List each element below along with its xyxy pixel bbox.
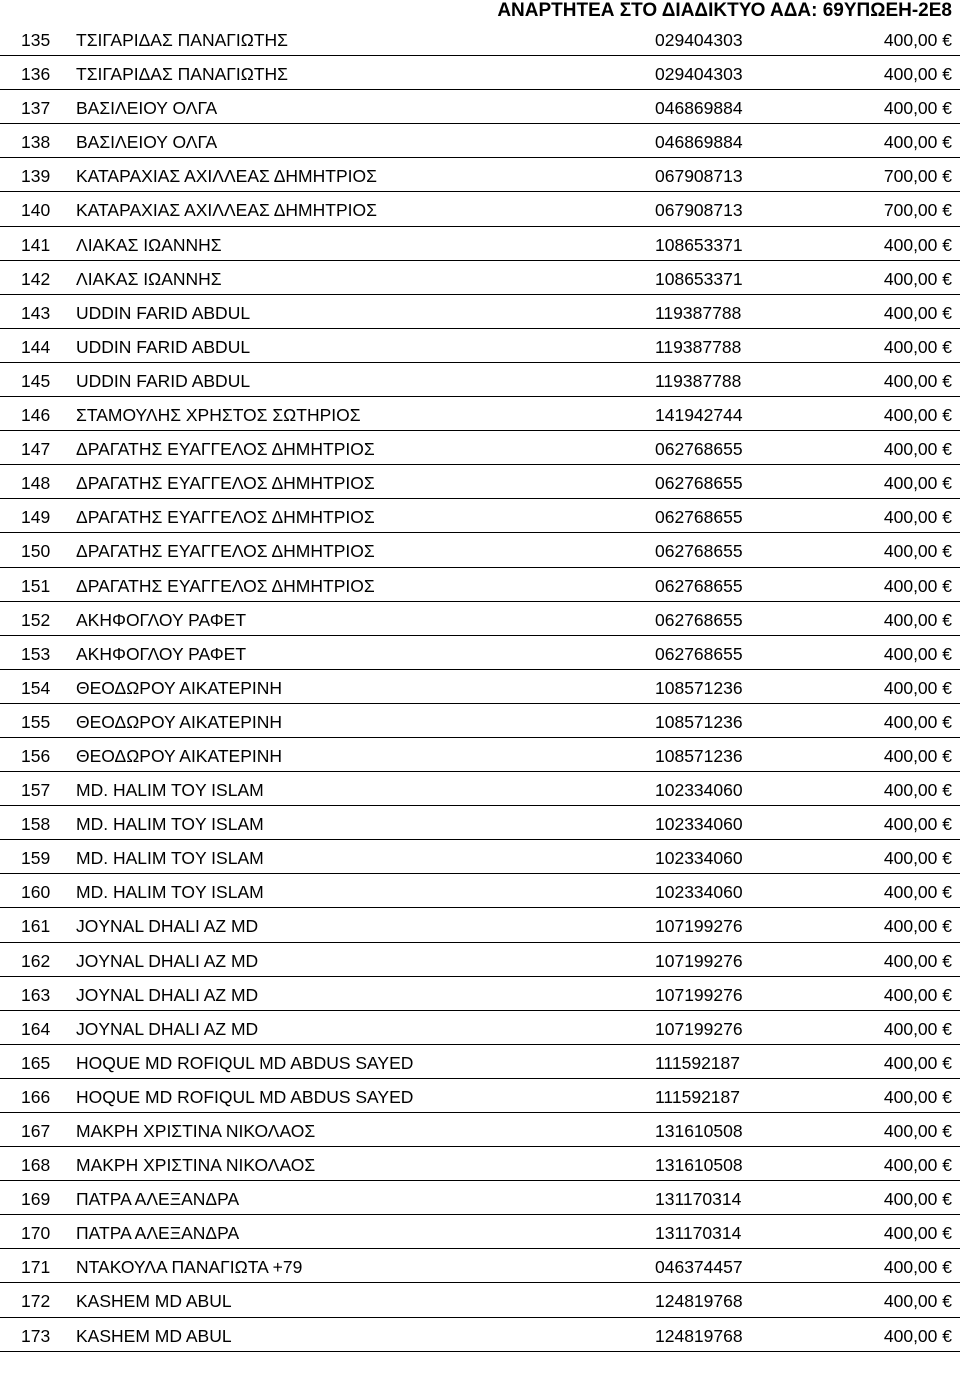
table-row xyxy=(0,806,960,840)
amount: 400,00 € xyxy=(883,1223,952,1244)
beneficiary-name: HOQUE MD ROFIQUL MD ABDUS SAYED xyxy=(76,1086,414,1107)
amount: 400,00 € xyxy=(883,405,952,426)
table-row xyxy=(0,1147,960,1181)
amount: 400,00 € xyxy=(883,848,952,869)
table-row xyxy=(0,1011,960,1045)
tax-id: 108653371 xyxy=(655,268,743,289)
beneficiary-name: JOYNAL DHALI AZ MD xyxy=(76,916,259,937)
tax-id: 108571236 xyxy=(655,711,743,732)
amount: 400,00 € xyxy=(883,984,952,1005)
table-row xyxy=(0,568,960,602)
row-number: 145 xyxy=(21,370,51,391)
beneficiary-name: UDDIN FARID ABDUL xyxy=(76,336,251,357)
tax-id: 119387788 xyxy=(655,302,742,323)
tax-id: 029404303 xyxy=(655,64,743,85)
row-number: 152 xyxy=(21,609,51,630)
table-row xyxy=(0,772,960,806)
beneficiary-name: ΘΕΟΔΩΡΟΥ ΑΙΚΑΤΕΡΙΝΗ xyxy=(76,711,283,732)
beneficiary-name: ΔΡΑΓΑΤΗΣ ΕΥΑΓΓΕΛΟΣ ΔΗΜΗΤΡΙΟΣ xyxy=(76,439,375,460)
table-row xyxy=(0,840,960,874)
tax-id: 111592187 xyxy=(655,1052,740,1073)
tax-id: 131170314 xyxy=(655,1189,742,1210)
amount: 400,00 € xyxy=(883,439,952,460)
beneficiary-name: ΤΣΙΓΑΡΙΔΑΣ ΠΑΝΑΓΙΩΤΗΣ xyxy=(76,64,288,85)
row-number: 143 xyxy=(21,302,51,323)
row-number: 166 xyxy=(21,1086,51,1107)
row-number: 161 xyxy=(21,916,51,937)
amount: 400,00 € xyxy=(883,234,952,255)
amount: 400,00 € xyxy=(883,1257,952,1278)
amount: 400,00 € xyxy=(883,916,952,937)
row-number: 141 xyxy=(21,234,51,255)
beneficiary-name: ΚΑΤΑΡΑΧΙΑΣ ΑΧΙΛΛΕΑΣ ΔΗΜΗΤΡΙΟΣ xyxy=(76,166,377,187)
table-row xyxy=(0,874,960,908)
row-number: 140 xyxy=(21,200,51,221)
tax-id: 062768655 xyxy=(655,541,743,562)
tax-id: 102334060 xyxy=(655,780,743,801)
amount: 400,00 € xyxy=(883,780,952,801)
page-header-ada: ΑΝΑΡΤΗΤΕΑ ΣΤΟ ΔΙΑΔΙΚΤΥΟ ΑΔΑ: 69ΥΠΩΕΗ-2Ε8 xyxy=(497,0,952,21)
table-row xyxy=(0,1113,960,1147)
table-row xyxy=(0,363,960,397)
beneficiary-name: UDDIN FARID ABDUL xyxy=(76,370,251,391)
row-number: 173 xyxy=(21,1325,51,1346)
beneficiary-name: ΜΑΚΡΗ ΧΡΙΣΤΙΝΑ ΝΙΚΟΛΑΟΣ xyxy=(76,1155,316,1176)
beneficiary-name: ΑΚΗΦΟΓΛΟΥ ΡΑΦΕΤ xyxy=(76,609,247,630)
amount: 400,00 € xyxy=(883,541,952,562)
table-row xyxy=(0,431,960,465)
tax-id: 102334060 xyxy=(655,882,743,903)
tax-id: 062768655 xyxy=(655,439,743,460)
beneficiary-name: ΤΣΙΓΑΡΙΔΑΣ ΠΑΝΑΓΙΩΤΗΣ xyxy=(76,30,288,50)
beneficiary-name: ΛΙΑΚΑΣ ΙΩΑΝΝΗΣ xyxy=(76,234,222,255)
table-row xyxy=(0,261,960,295)
tax-id: 119387788 xyxy=(655,370,742,391)
table-row xyxy=(0,1249,960,1283)
tax-id: 062768655 xyxy=(655,609,743,630)
amount: 400,00 € xyxy=(883,643,952,664)
row-number: 151 xyxy=(21,575,51,596)
beneficiary-name: ΝΤΑΚΟΥΛΑ ΠΑΝΑΓΙΩΤΑ +79 xyxy=(76,1257,303,1278)
beneficiary-name: ΔΡΑΓΑΤΗΣ ΕΥΑΓΓΕΛΟΣ ΔΗΜΗΤΡΙΟΣ xyxy=(76,575,375,596)
beneficiary-name: ΘΕΟΔΩΡΟΥ ΑΙΚΑΤΕΡΙΝΗ xyxy=(76,745,283,766)
table-row xyxy=(0,1215,960,1249)
amount: 400,00 € xyxy=(883,575,952,596)
beneficiary-name: KASHEM MD ABUL xyxy=(76,1325,232,1346)
tax-id: 108571236 xyxy=(655,745,743,766)
beneficiary-name: UDDIN FARID ABDUL xyxy=(76,302,251,323)
row-number: 162 xyxy=(21,950,51,971)
row-number: 164 xyxy=(21,1018,51,1039)
row-number: 148 xyxy=(21,473,51,494)
row-number: 137 xyxy=(21,98,51,119)
amount: 400,00 € xyxy=(883,507,952,528)
tax-id: 062768655 xyxy=(655,473,743,494)
table-row xyxy=(0,636,960,670)
beneficiary-name: JOYNAL DHALI AZ MD xyxy=(76,950,259,971)
amount: 400,00 € xyxy=(883,711,952,732)
table-row xyxy=(0,670,960,704)
table-row xyxy=(0,533,960,567)
beneficiary-name: KASHEM MD ABUL xyxy=(76,1291,232,1312)
table-row xyxy=(0,90,960,124)
tax-id: 046869884 xyxy=(655,132,743,153)
beneficiary-name: ΑΚΗΦΟΓΛΟΥ ΡΑΦΕΤ xyxy=(76,643,247,664)
amount: 400,00 € xyxy=(883,609,952,630)
row-number: 136 xyxy=(21,64,51,85)
row-number: 168 xyxy=(21,1155,51,1176)
table-row xyxy=(0,704,960,738)
amount: 400,00 € xyxy=(883,132,952,153)
amount: 400,00 € xyxy=(883,1086,952,1107)
beneficiary-name: ΠΑΤΡΑ ΑΛΕΞΑΝΔΡΑ xyxy=(76,1189,240,1210)
beneficiary-name: ΛΙΑΚΑΣ ΙΩΑΝΝΗΣ xyxy=(76,268,222,289)
beneficiary-name: MD. HALIM TOY ISLAM xyxy=(76,848,264,869)
amount: 400,00 € xyxy=(883,1325,952,1346)
row-number: 163 xyxy=(21,984,51,1005)
amount: 400,00 € xyxy=(883,1291,952,1312)
row-number: 153 xyxy=(21,643,51,664)
amount: 400,00 € xyxy=(883,336,952,357)
table-row xyxy=(0,977,960,1011)
beneficiary-name: ΒΑΣΙΛΕΙΟΥ ΟΛΓΑ xyxy=(76,98,218,119)
row-number: 160 xyxy=(21,882,51,903)
table-row xyxy=(0,943,960,977)
amount: 400,00 € xyxy=(883,882,952,903)
tax-id: 107199276 xyxy=(655,984,743,1005)
table-row xyxy=(0,465,960,499)
row-number: 172 xyxy=(21,1291,51,1312)
beneficiary-name: JOYNAL DHALI AZ MD xyxy=(76,1018,259,1039)
tax-id: 046374457 xyxy=(655,1257,743,1278)
tax-id: 107199276 xyxy=(655,916,743,937)
row-number: 135 xyxy=(21,30,51,50)
row-number: 169 xyxy=(21,1189,51,1210)
tax-id: 102334060 xyxy=(655,848,743,869)
amount: 400,00 € xyxy=(883,98,952,119)
table-row xyxy=(0,499,960,533)
beneficiary-name: MD. HALIM TOY ISLAM xyxy=(76,780,264,801)
table-row xyxy=(0,227,960,261)
tax-id: 131610508 xyxy=(655,1155,743,1176)
beneficiary-name: ΘΕΟΔΩΡΟΥ ΑΙΚΑΤΕΡΙΝΗ xyxy=(76,677,283,698)
row-number: 165 xyxy=(21,1052,51,1073)
row-number: 158 xyxy=(21,814,51,835)
amount: 400,00 € xyxy=(883,677,952,698)
tax-id: 067908713 xyxy=(655,166,743,187)
row-number: 147 xyxy=(21,439,51,460)
row-number: 154 xyxy=(21,677,51,698)
table-row xyxy=(0,192,960,226)
table-row xyxy=(0,329,960,363)
amount: 400,00 € xyxy=(883,1155,952,1176)
tax-id: 062768655 xyxy=(655,507,743,528)
beneficiary-name: ΜΑΚΡΗ ΧΡΙΣΤΙΝΑ ΝΙΚΟΛΑΟΣ xyxy=(76,1121,316,1141)
table-row xyxy=(0,738,960,772)
tax-id: 108653371 xyxy=(655,234,743,255)
row-number: 142 xyxy=(21,268,51,289)
beneficiary-name: MD. HALIM TOY ISLAM xyxy=(76,814,264,835)
amount: 400,00 € xyxy=(883,814,952,835)
row-number: 155 xyxy=(21,711,51,732)
beneficiary-name: ΠΑΤΡΑ ΑΛΕΞΑΝΔΡΑ xyxy=(76,1223,240,1244)
beneficiary-name: ΔΡΑΓΑΤΗΣ ΕΥΑΓΓΕΛΟΣ ΔΗΜΗΤΡΙΟΣ xyxy=(76,541,375,562)
beneficiary-name: ΒΑΣΙΛΕΙΟΥ ΟΛΓΑ xyxy=(76,132,218,153)
tax-id: 107199276 xyxy=(655,1018,743,1039)
beneficiary-name: ΚΑΤΑΡΑΧΙΑΣ ΑΧΙΛΛΕΑΣ ΔΗΜΗΤΡΙΟΣ xyxy=(76,200,377,221)
tax-id: 124819768 xyxy=(655,1325,743,1346)
amount: 400,00 € xyxy=(883,745,952,766)
beneficiary-name: HOQUE MD ROFIQUL MD ABDUS SAYED xyxy=(76,1052,414,1073)
amount: 400,00 € xyxy=(883,1121,952,1141)
table-row xyxy=(0,602,960,636)
tax-id: 062768655 xyxy=(655,643,743,664)
row-number: 171 xyxy=(21,1257,51,1278)
table-row xyxy=(0,22,960,56)
amount: 400,00 € xyxy=(883,370,952,391)
amount: 700,00 € xyxy=(883,200,952,221)
table-row xyxy=(0,124,960,158)
table-row xyxy=(0,1045,960,1079)
table-row xyxy=(0,158,960,192)
tax-id: 067908713 xyxy=(655,200,743,221)
row-number: 167 xyxy=(21,1121,51,1141)
amount: 400,00 € xyxy=(883,268,952,289)
tax-id: 062768655 xyxy=(655,575,743,596)
table-row xyxy=(0,397,960,431)
row-number: 139 xyxy=(21,166,51,187)
tax-id: 119387788 xyxy=(655,336,742,357)
row-number: 138 xyxy=(21,132,51,153)
tax-id: 102334060 xyxy=(655,814,743,835)
row-number: 159 xyxy=(21,848,51,869)
row-number: 157 xyxy=(21,780,51,801)
row-number: 149 xyxy=(21,507,51,528)
tax-id: 046869884 xyxy=(655,98,743,119)
row-number: 146 xyxy=(21,405,51,426)
amount: 400,00 € xyxy=(883,302,952,323)
beneficiary-name: MD. HALIM TOY ISLAM xyxy=(76,882,264,903)
table-row xyxy=(0,1181,960,1215)
tax-id: 141942744 xyxy=(655,405,743,426)
tax-id: 111592187 xyxy=(655,1086,740,1107)
table-row xyxy=(0,295,960,329)
row-number: 144 xyxy=(21,336,51,357)
tax-id: 107199276 xyxy=(655,950,743,971)
tax-id: 029404303 xyxy=(655,30,743,50)
beneficiary-name: JOYNAL DHALI AZ MD xyxy=(76,984,259,1005)
amount: 400,00 € xyxy=(883,473,952,494)
amount: 400,00 € xyxy=(883,1189,952,1210)
tax-id: 108571236 xyxy=(655,677,743,698)
beneficiaries-table xyxy=(0,22,960,1352)
tax-id: 131610508 xyxy=(655,1121,743,1141)
table-row xyxy=(0,1283,960,1317)
table-row xyxy=(0,1079,960,1113)
table-row xyxy=(0,908,960,942)
row-number: 170 xyxy=(21,1223,51,1244)
amount: 400,00 € xyxy=(883,30,952,50)
beneficiary-name: ΔΡΑΓΑΤΗΣ ΕΥΑΓΓΕΛΟΣ ΔΗΜΗΤΡΙΟΣ xyxy=(76,507,375,528)
tax-id: 124819768 xyxy=(655,1291,743,1312)
amount: 700,00 € xyxy=(883,166,952,187)
row-number: 150 xyxy=(21,541,51,562)
row-number: 156 xyxy=(21,745,51,766)
amount: 400,00 € xyxy=(883,64,952,85)
table-row xyxy=(0,1318,960,1352)
beneficiary-name: ΔΡΑΓΑΤΗΣ ΕΥΑΓΓΕΛΟΣ ΔΗΜΗΤΡΙΟΣ xyxy=(76,473,375,494)
amount: 400,00 € xyxy=(883,950,952,971)
table-row xyxy=(0,56,960,90)
amount: 400,00 € xyxy=(883,1018,952,1039)
tax-id: 131170314 xyxy=(655,1223,742,1244)
beneficiary-name: ΣΤΑΜΟΥΛΗΣ ΧΡΗΣΤΟΣ ΣΩΤΗΡΙΟΣ xyxy=(76,405,361,426)
amount: 400,00 € xyxy=(883,1052,952,1073)
